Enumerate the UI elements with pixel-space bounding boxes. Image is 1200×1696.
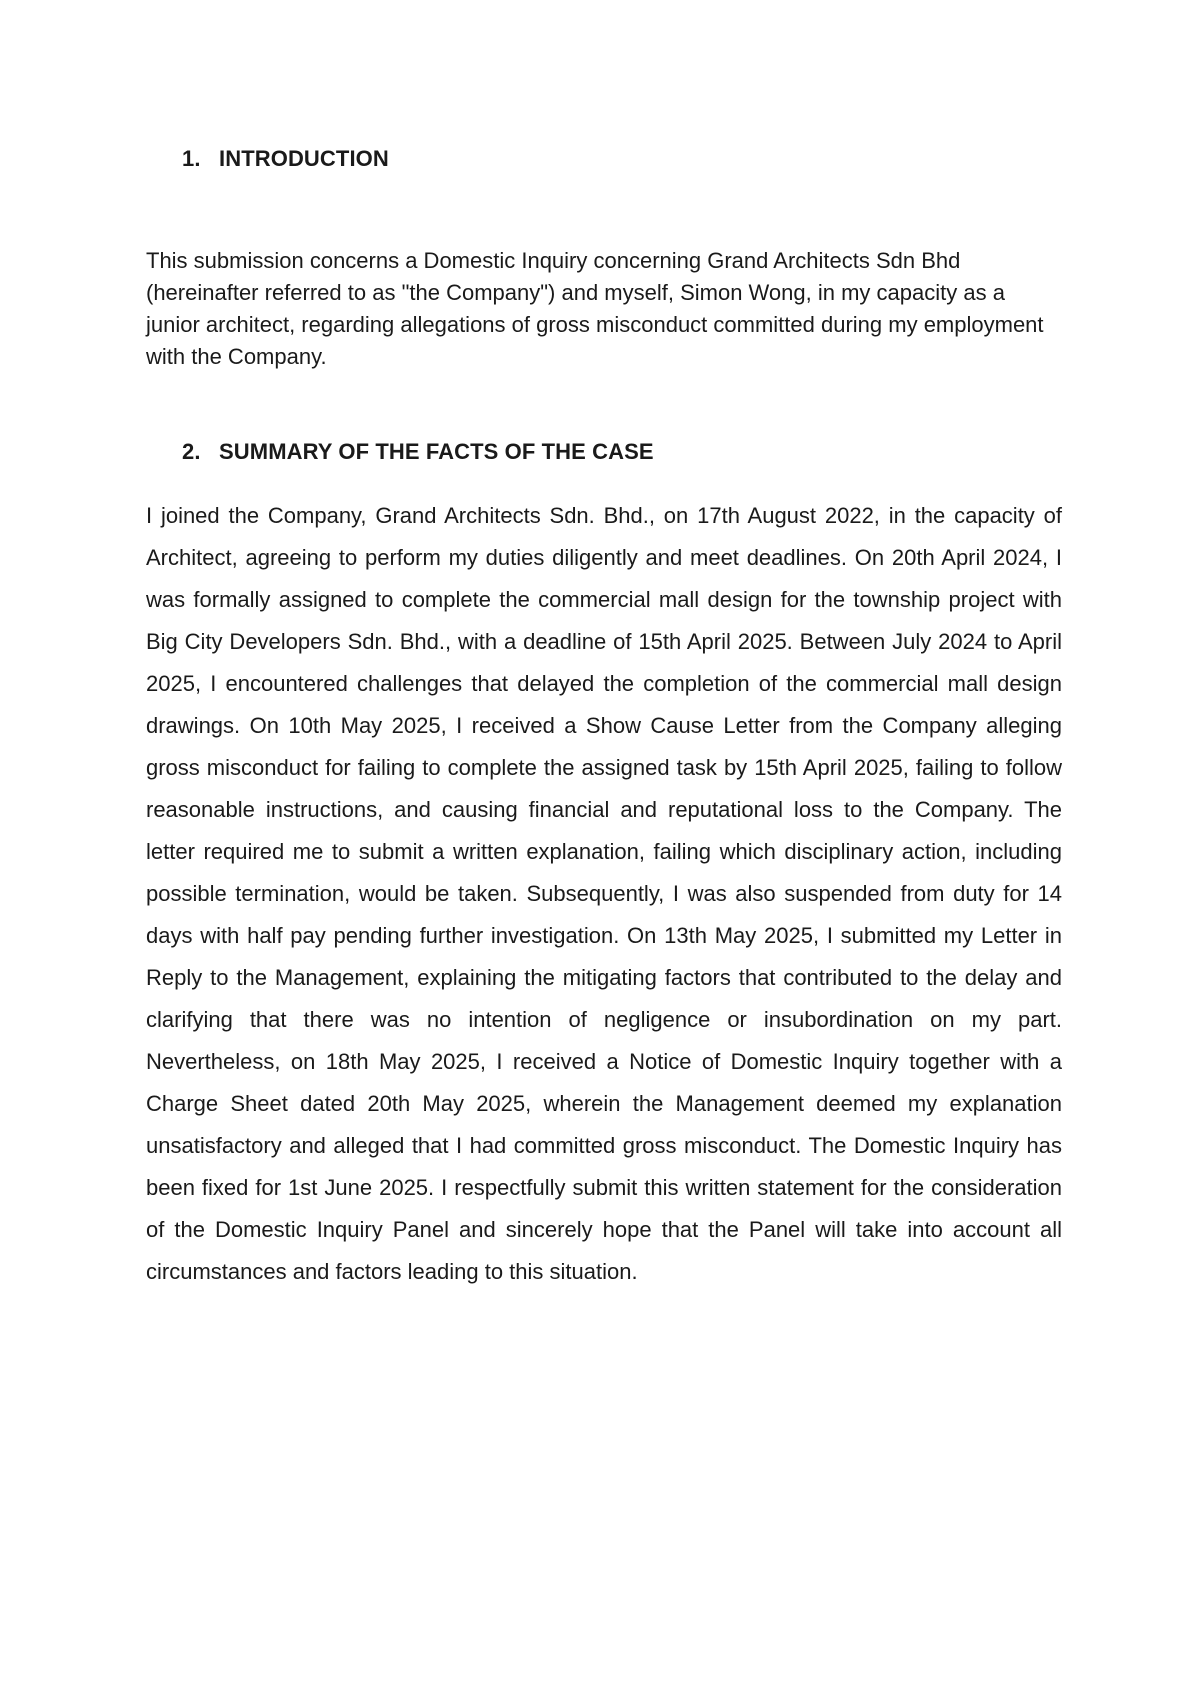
section-heading-summary: [146, 439, 654, 465]
section-title: INTRODUCTION: [219, 146, 389, 171]
section-body-summary: I joined the Company, Grand Architects Sdn. Bhd., on 17th August 2022, in the capacity of Architect, agreeing to perform my duties diligently and meet deadlines. On 20th April 2024, I was formally assigned to complete the commercial mall design for the township project with Big City Developers Sdn. Bhd., with a deadline of 15th April 2025. Between July 2024 to April 2025, I encountered challenges that delayed the completion of the commercial mall design drawings. On 10th May 2025, I received a Show Cause Letter from the Company alleging gross misconduct for failing to complete the assigned task by 15th April 2025, failing to follow reasonable instructions, and causing financial and reputational loss to the Company. The letter required me to submit a written explanation, failing which disciplinary action, including possible termination, would be taken. Subsequently, I was also suspended from duty for 14 days with half pay pending further investigation. On 13th May 2025, I submitted my Letter in Reply to the Management, explaining the mitigating factors that contributed to the delay and clarifying that there was no intention of negligence or insubordination on my part. Nevertheless, on 18th May 2025, I received a Notice of Domestic Inquiry together with a Charge Sheet dated 20th May 2025, wherein the Management deemed my explanation unsatisfactory and alleged that I had committed gross misconduct. The Domestic Inquiry has been fixed for 1st June 2025. I respectfully submit this written statement for the consideration of the Domestic Inquiry Panel and sincerely hope that the Panel will take into account all circumstances and factors leading to this situation.: [146, 503, 1062, 1284]
section-number: 1.: [182, 146, 201, 171]
section-title: SUMMARY OF THE FACTS OF THE CASE: [219, 439, 654, 464]
section-body-introduction: This submission concerns a Domestic Inquiry concerning Grand Architects Sdn Bhd (hereinafter referred to as "the Company") and myself, Simon Wong, in my capacity as a junior architect, regarding allegations of gross misconduct committed during my employment with the Company.: [146, 248, 1044, 369]
section-number: 2.: [182, 439, 201, 464]
section-heading-introduction: [146, 146, 389, 172]
